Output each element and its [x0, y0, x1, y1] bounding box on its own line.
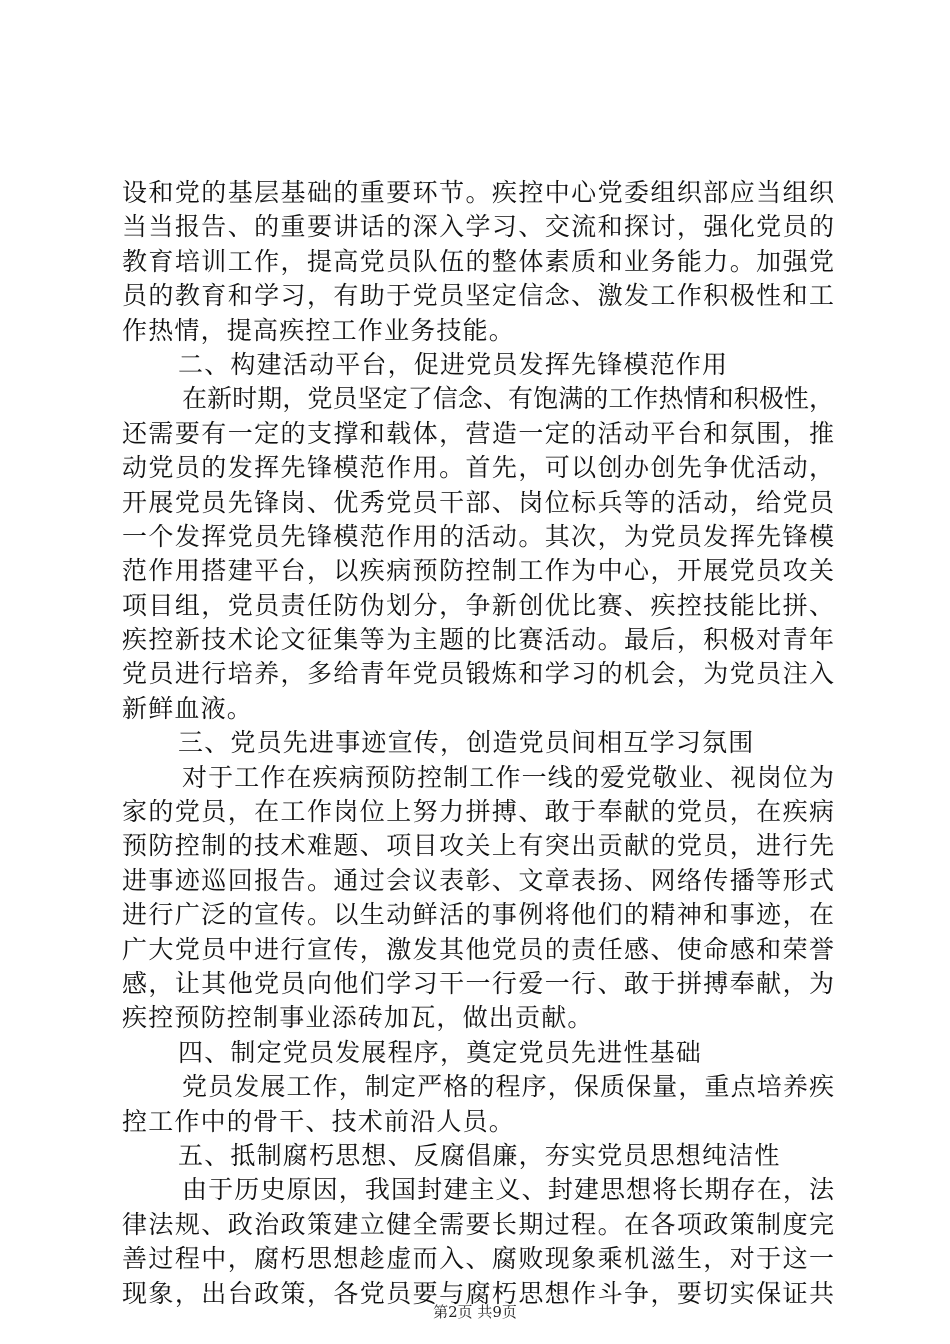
text-line: 设和党的基层基础的重要环节。疾控中心党委组织部应当组织	[122, 178, 834, 207]
text-line: 律法规、政治政策建立健全需要长期过程。在各项政策制度完	[122, 1209, 834, 1239]
text-line: 动党员的发挥先锋模范作用。首先，可以创办创先争优活动，	[122, 453, 834, 483]
text-line: 感，让其他党员向他们学习干一行爱一行、敢于拼搏奉献，为	[122, 968, 834, 998]
text-line: 作热情，提高疾控工作业务技能。	[122, 315, 516, 345]
text-line: 广大党员中进行宣传，激发其他党员的责任感、使命感和荣誉	[122, 934, 834, 964]
text-line: 由于历史原因，我国封建主义、封建思想将长期存在，法	[182, 1175, 834, 1205]
text-line: 范作用搭建平台，以疾病预防控制工作为中心，开展党员攻关	[122, 556, 834, 586]
text-line: 在新时期，党员坚定了信念、有饱满的工作热情和积极性，	[182, 384, 834, 414]
section-heading: 三、党员先进事迹宣传，创造党员间相互学习氛围	[178, 728, 755, 758]
text-line: 对于工作在疾病预防控制工作一线的爱党敬业、视岗位为	[182, 762, 834, 792]
text-line: 当当报告、的重要讲话的深入学习、交流和探讨，强化党员的	[122, 212, 834, 242]
text-line: 进行广泛的宣传。以生动鲜活的事例将他们的精神和事迹，在	[122, 900, 834, 930]
text-line: 疾控预防控制事业添砖加瓦，做出贡献。	[122, 1003, 594, 1033]
text-line: 进事迹巡回报告。通过会议表彰、文章表扬、网络传播等形式	[122, 865, 834, 895]
text-line: 新鲜血液。	[122, 693, 254, 723]
text-line: 还需要有一定的支撑和载体，营造一定的活动平台和氛围，推	[122, 418, 834, 448]
text-line: 员的教育和学习，有助于党员坚定信念、激发工作积极性和工	[122, 281, 834, 311]
text-line: 一个发挥党员先锋模范作用的活动。其次，为党员发挥先锋模	[122, 521, 834, 551]
page-footer: 第2页 共9页	[433, 1303, 517, 1321]
text-line: 项目组，党员责任防伪划分，争新创优比赛、疾控技能比拼、	[122, 590, 834, 620]
section-heading: 五、抵制腐朽思想、反腐倡廉，夯实党员思想纯洁性	[178, 1140, 781, 1170]
text-line: 疾控新技术论文征集等为主题的比赛活动。最后，积极对青年	[122, 625, 834, 655]
text-line: 党员进行培养，多给青年党员锻炼和学习的机会，为党员注入	[122, 659, 834, 689]
document-body	[122, 176, 834, 1311]
text-line: 教育培训工作，提高党员队伍的整体素质和业务能力。加强党	[122, 246, 834, 276]
text-line: 控工作中的骨干、技术前沿人员。	[122, 1106, 516, 1136]
text-line: 党员发展工作，制定严格的程序，保质保量，重点培养疾	[182, 1072, 834, 1102]
text-line: 善过程中，腐朽思想趁虚而入、腐败现象乘机滋生，对于这一	[122, 1244, 834, 1274]
text-line: 现象，出台政策，各党员要与腐朽思想作斗争，要切实保证共	[122, 1278, 834, 1308]
text-line: 预防控制的技术难题、项目攻关上有突出贡献的党员，进行先	[122, 831, 834, 861]
section-heading: 四、制定党员发展程序，奠定党员先进性基础	[178, 1037, 703, 1067]
text-line: 开展党员先锋岗、优秀党员干部、岗位标兵等的活动，给党员	[122, 487, 834, 517]
section-heading: 二、构建活动平台，促进党员发挥先锋模范作用	[178, 349, 729, 379]
text-line: 家的党员，在工作岗位上努力拼搏、敢于奉献的党员，在疾病	[122, 797, 834, 827]
